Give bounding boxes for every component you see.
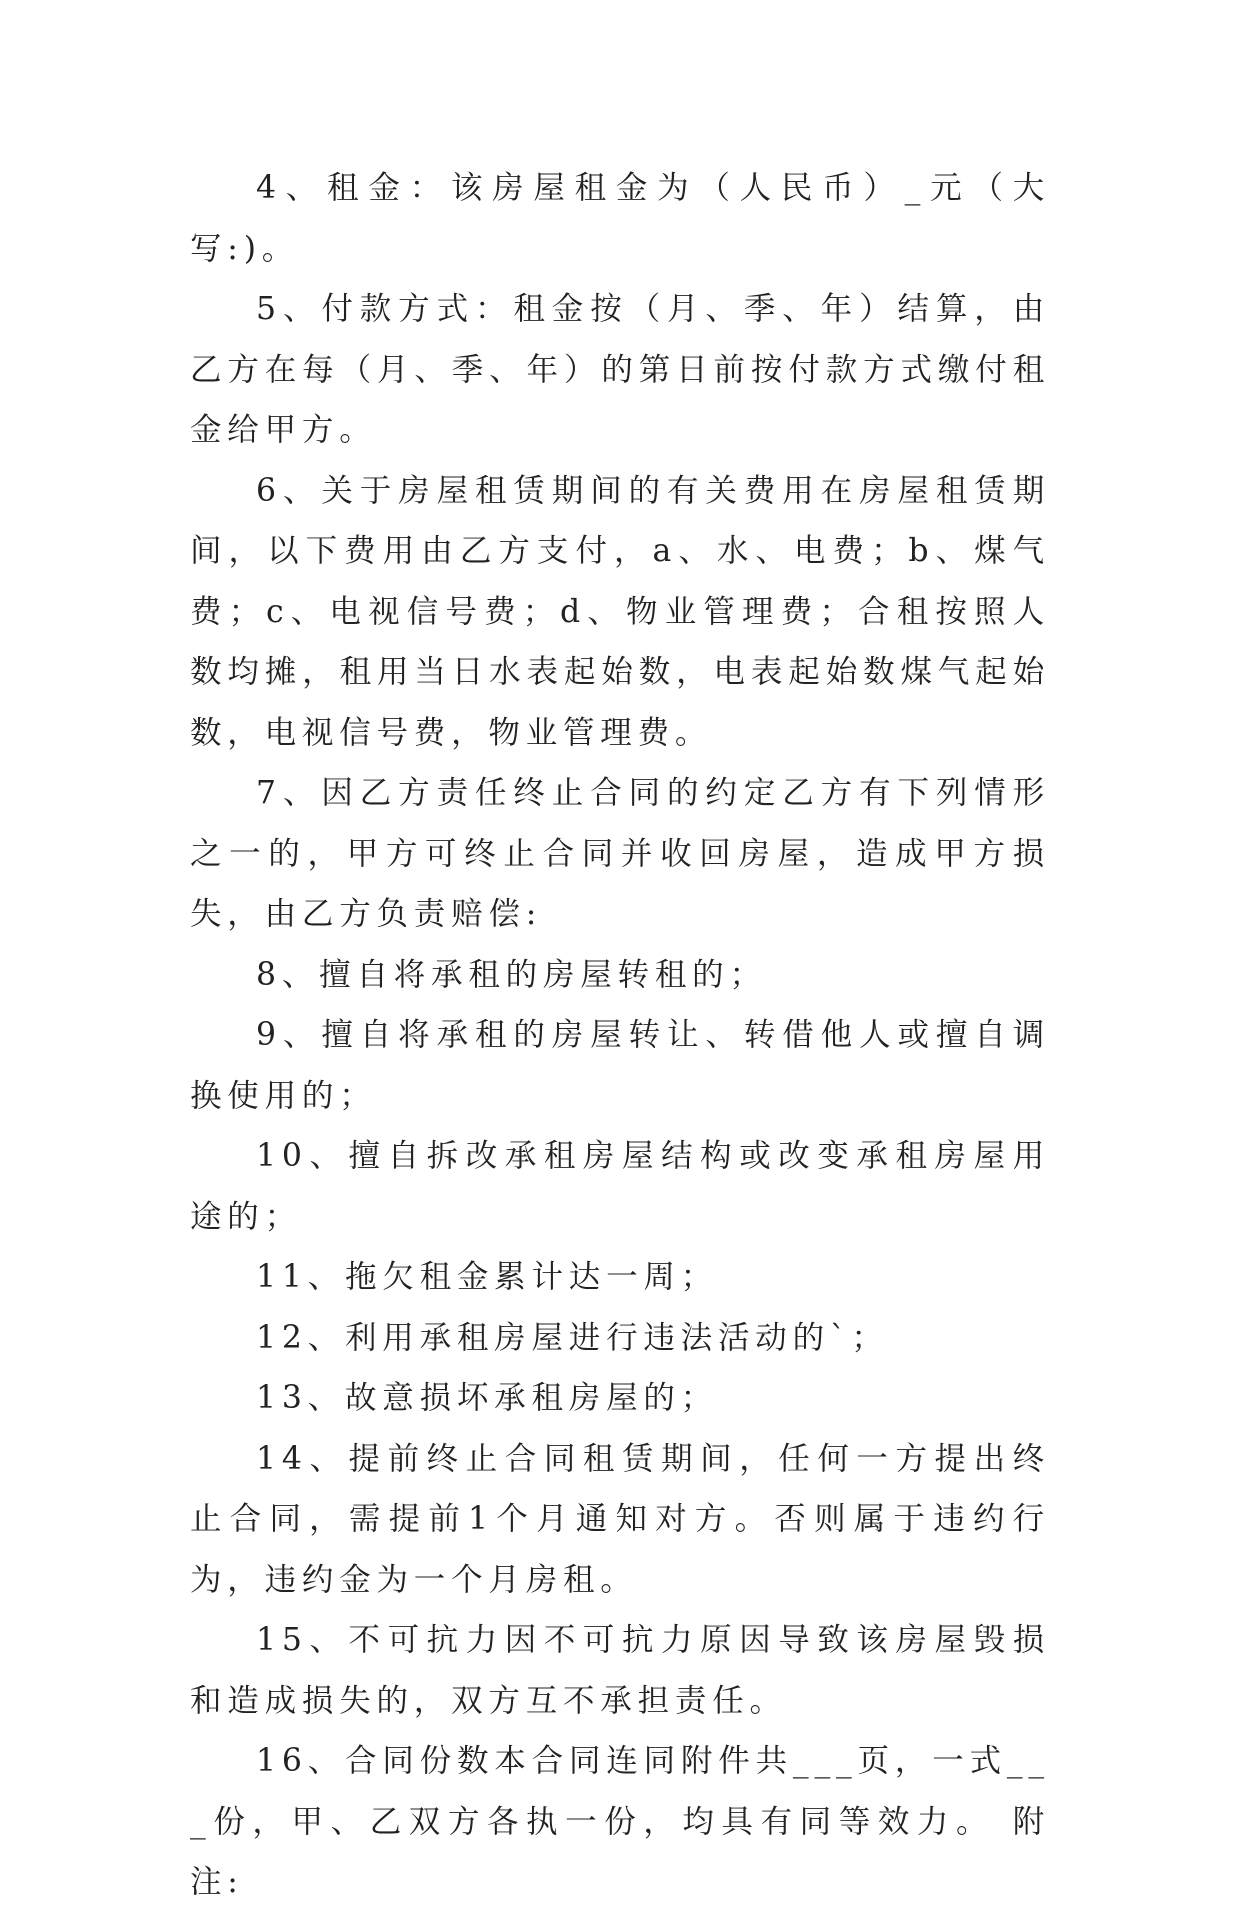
clause-9-transfer: 9、擅自将承租的房屋转让、转借他人或擅自调换使用的； — [190, 1017, 1050, 1114]
clause-11-arrears: 11、拖欠租金累计达一周； — [256, 1259, 718, 1295]
clause-4-rent: 4、租金：该房屋租金为（人民币）_元（大写:)。 — [190, 170, 1050, 267]
clause-13-damage: 13、故意损坏承租房屋的； — [256, 1380, 718, 1416]
clause-8-sublet: 8、擅自将承租的房屋转租的； — [256, 956, 767, 993]
contract-body — [190, 158, 1050, 1913]
clause-12-illegal-use: 12、利用承租房屋进行违法活动的`； — [256, 1319, 889, 1356]
clause-6-fees: 6、关于房屋租赁期间的有关费用在房屋租赁期间，以下费用由乙方支付，a、水、电费；b、煤气费；c、电视信号费；d、物业管理费；合租按照人数均摊，租用当日水表起始数，电表起始数煤气起始数，电视信号费，物业管理费。 — [190, 472, 1050, 751]
clause-10-alteration: 10、擅自拆改承租房屋结构或改变承租房屋用途的； — [190, 1138, 1050, 1235]
clause-15-force-majeure: 15、不可抗力因不可抗力原因导致该房屋毁损和造成损失的，双方互不承担责任。 — [190, 1622, 1050, 1719]
clause-5-payment-method: 5、付款方式：租金按（月、季、年）结算，由乙方在每（月、季、年）的第日前按付款方式缴付租金给甲方。 — [190, 291, 1050, 448]
clause-16-copies: 16、合同份数本合同连同附件共___页，一式___份，甲、乙双方各执一份，均具有同等效力。 附注: — [190, 1743, 1050, 1900]
clause-7-termination: 7、因乙方责任终止合同的约定乙方有下列情形之一的，甲方可终止合同并收回房屋，造成甲方损失，由乙方负责赔偿: — [190, 775, 1050, 932]
clause-14-early-termination: 14、提前终止合同租赁期间，任何一方提出终止合同，需提前1个月通知对方。否则属于违约行为，违约金为一个月房租。 — [190, 1440, 1050, 1598]
